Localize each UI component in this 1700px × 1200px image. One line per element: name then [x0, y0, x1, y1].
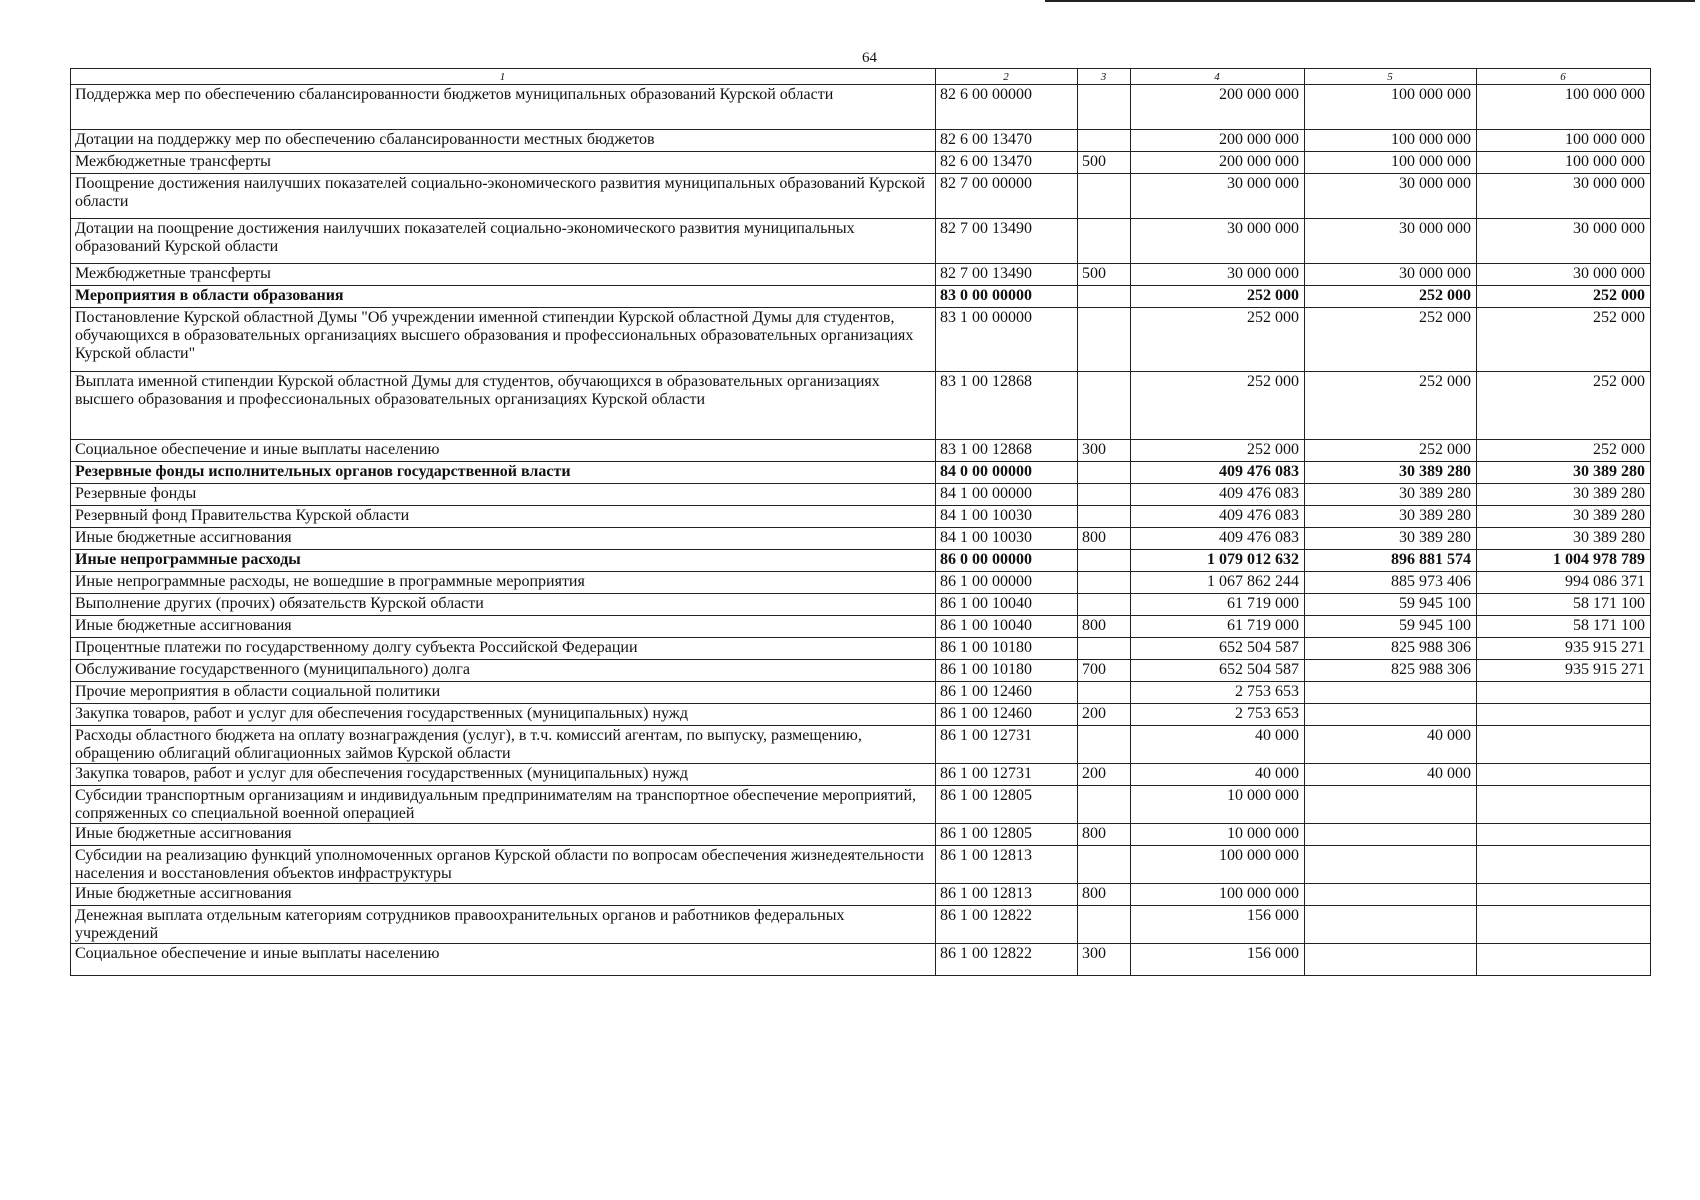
row-expense-type: 800	[1078, 616, 1131, 638]
row-amount-col5: 825 988 306	[1305, 660, 1477, 682]
row-code: 86 1 00 12813	[936, 846, 1078, 884]
row-name: Выполнение других (прочих) обязательств Курской области	[71, 594, 936, 616]
row-amount-col5	[1305, 906, 1477, 944]
row-amount-col4: 252 000	[1131, 372, 1305, 440]
row-amount-col5: 100 000 000	[1305, 130, 1477, 152]
row-code: 82 6 00 00000	[936, 85, 1078, 130]
table-row	[71, 616, 1651, 638]
row-name: Иные бюджетные ассигнования	[71, 884, 936, 906]
row-code: 82 7 00 13490	[936, 219, 1078, 264]
row-name: Обслуживание государственного (муниципального) долга	[71, 660, 936, 682]
header-cell: 5	[1305, 69, 1477, 85]
row-code: 86 1 00 12813	[936, 884, 1078, 906]
row-amount-col4: 252 000	[1131, 286, 1305, 308]
row-code: 82 7 00 00000	[936, 174, 1078, 219]
row-amount-col4: 200 000 000	[1131, 130, 1305, 152]
table-row	[71, 462, 1651, 484]
row-amount-col6: 935 915 271	[1477, 660, 1651, 682]
row-amount-col6: 1 004 978 789	[1477, 550, 1651, 572]
row-amount-col6: 58 171 100	[1477, 594, 1651, 616]
row-amount-col5: 30 389 280	[1305, 506, 1477, 528]
row-amount-col6: 994 086 371	[1477, 572, 1651, 594]
table-row	[71, 264, 1651, 286]
row-amount-col6	[1477, 944, 1651, 976]
row-amount-col4: 1 067 862 244	[1131, 572, 1305, 594]
row-amount-col4: 30 000 000	[1131, 219, 1305, 264]
row-amount-col6	[1477, 786, 1651, 824]
row-expense-type: 500	[1078, 152, 1131, 174]
row-expense-type	[1078, 462, 1131, 484]
row-amount-col5	[1305, 944, 1477, 976]
row-expense-type: 300	[1078, 944, 1131, 976]
table-row	[71, 884, 1651, 906]
row-name: Денежная выплата отдельным категориям сотрудников правоохранительных органов и работников федеральных учреждений	[71, 906, 936, 944]
row-amount-col6	[1477, 884, 1651, 906]
row-amount-col6: 30 000 000	[1477, 264, 1651, 286]
row-expense-type: 700	[1078, 660, 1131, 682]
row-amount-col5: 252 000	[1305, 308, 1477, 372]
row-code: 86 1 00 10040	[936, 616, 1078, 638]
row-expense-type	[1078, 726, 1131, 764]
row-name: Межбюджетные трансферты	[71, 152, 936, 174]
top-rule	[1045, 0, 1695, 2]
row-amount-col6	[1477, 824, 1651, 846]
row-expense-type: 800	[1078, 824, 1131, 846]
row-code: 84 1 00 10030	[936, 506, 1078, 528]
row-expense-type	[1078, 550, 1131, 572]
row-amount-col6: 58 171 100	[1477, 616, 1651, 638]
row-amount-col5: 59 945 100	[1305, 616, 1477, 638]
header-cell: 4	[1131, 69, 1305, 85]
row-amount-col5	[1305, 846, 1477, 884]
header-cell: 6	[1477, 69, 1651, 85]
row-name: Резервный фонд Правительства Курской области	[71, 506, 936, 528]
row-code: 86 0 00 00000	[936, 550, 1078, 572]
row-code: 86 1 00 10180	[936, 660, 1078, 682]
row-name: Процентные платежи по государственному долгу субъекта Российской Федерации	[71, 638, 936, 660]
row-amount-col4: 409 476 083	[1131, 506, 1305, 528]
row-code: 86 1 00 12460	[936, 682, 1078, 704]
row-amount-col5: 30 000 000	[1305, 264, 1477, 286]
row-amount-col4: 252 000	[1131, 440, 1305, 462]
row-expense-type	[1078, 308, 1131, 372]
row-amount-col5: 100 000 000	[1305, 152, 1477, 174]
row-amount-col5: 252 000	[1305, 440, 1477, 462]
row-amount-col6: 30 389 280	[1477, 484, 1651, 506]
row-amount-col6	[1477, 726, 1651, 764]
row-amount-col5: 885 973 406	[1305, 572, 1477, 594]
row-code: 83 0 00 00000	[936, 286, 1078, 308]
row-amount-col5: 896 881 574	[1305, 550, 1477, 572]
row-expense-type	[1078, 286, 1131, 308]
row-amount-col4: 409 476 083	[1131, 462, 1305, 484]
row-expense-type	[1078, 906, 1131, 944]
table-row	[71, 944, 1651, 976]
row-amount-col4: 40 000	[1131, 764, 1305, 786]
row-code: 84 0 00 00000	[936, 462, 1078, 484]
row-expense-type	[1078, 219, 1131, 264]
row-name: Поощрение достижения наилучших показателей социально-экономического развития муниципальных образований Курской области	[71, 174, 936, 219]
row-amount-col5	[1305, 884, 1477, 906]
row-expense-type	[1078, 174, 1131, 219]
row-amount-col5: 40 000	[1305, 764, 1477, 786]
table-row	[71, 286, 1651, 308]
row-code: 86 1 00 12731	[936, 726, 1078, 764]
row-amount-col5: 30 000 000	[1305, 219, 1477, 264]
row-amount-col6: 100 000 000	[1477, 152, 1651, 174]
header-cell: 2	[936, 69, 1078, 85]
row-expense-type	[1078, 484, 1131, 506]
row-code: 86 1 00 12731	[936, 764, 1078, 786]
table-row	[71, 528, 1651, 550]
row-name: Выплата именной стипендии Курской областной Думы для студентов, обучающихся в образовательных организациях высшего образования и профессиональных образовательных организациях Курской области	[71, 372, 936, 440]
row-amount-col6: 252 000	[1477, 372, 1651, 440]
row-amount-col4: 61 719 000	[1131, 594, 1305, 616]
table-row	[71, 764, 1651, 786]
row-amount-col4: 652 504 587	[1131, 660, 1305, 682]
table-row	[71, 726, 1651, 764]
row-name: Иные непрограммные расходы, не вошедшие в программные мероприятия	[71, 572, 936, 594]
row-amount-col4: 10 000 000	[1131, 786, 1305, 824]
row-amount-col6: 100 000 000	[1477, 130, 1651, 152]
row-expense-type	[1078, 372, 1131, 440]
row-expense-type: 800	[1078, 884, 1131, 906]
row-amount-col5: 30 389 280	[1305, 528, 1477, 550]
table-row	[71, 484, 1651, 506]
row-amount-col4: 100 000 000	[1131, 884, 1305, 906]
row-amount-col4: 2 753 653	[1131, 682, 1305, 704]
row-name: Иные бюджетные ассигнования	[71, 616, 936, 638]
table-row	[71, 786, 1651, 824]
row-expense-type	[1078, 85, 1131, 130]
budget-table	[70, 68, 1651, 976]
row-expense-type: 500	[1078, 264, 1131, 286]
row-name: Социальное обеспечение и иные выплаты населению	[71, 440, 936, 462]
row-amount-col4: 40 000	[1131, 726, 1305, 764]
row-code: 83 1 00 12868	[936, 440, 1078, 462]
row-code: 86 1 00 12822	[936, 944, 1078, 976]
row-amount-col4: 156 000	[1131, 944, 1305, 976]
row-name: Резервные фонды исполнительных органов государственной власти	[71, 462, 936, 484]
row-name: Субсидии транспортным организациям и индивидуальным предпринимателям на транспортное обеспечение мероприятий, сопряженных со специальной военной операцией	[71, 786, 936, 824]
table-row	[71, 85, 1651, 130]
row-expense-type: 800	[1078, 528, 1131, 550]
row-name: Дотации на поощрение достижения наилучших показателей социально-экономического развития муниципальных образований Курской области	[71, 219, 936, 264]
row-code: 86 1 00 12822	[936, 906, 1078, 944]
row-amount-col5	[1305, 682, 1477, 704]
column-number-header	[71, 69, 1651, 85]
row-amount-col6: 252 000	[1477, 308, 1651, 372]
row-name: Субсидии на реализацию функций уполномоченных органов Курской области по вопросам обеспечения жизнедеятельности населения и восстановления объектов инфраструктуры	[71, 846, 936, 884]
row-amount-col4: 252 000	[1131, 308, 1305, 372]
table-row	[71, 660, 1651, 682]
row-amount-col5: 825 988 306	[1305, 638, 1477, 660]
row-amount-col6: 30 000 000	[1477, 174, 1651, 219]
table-row	[71, 906, 1651, 944]
row-expense-type	[1078, 638, 1131, 660]
table-row	[71, 219, 1651, 264]
table-row	[71, 152, 1651, 174]
row-code: 82 6 00 13470	[936, 152, 1078, 174]
row-amount-col5: 40 000	[1305, 726, 1477, 764]
header-cell: 1	[71, 69, 936, 85]
row-amount-col4: 652 504 587	[1131, 638, 1305, 660]
row-expense-type	[1078, 594, 1131, 616]
row-name: Поддержка мер по обеспечению сбалансированности бюджетов муниципальных образований Курской области	[71, 85, 936, 130]
table-row	[71, 550, 1651, 572]
row-code: 82 6 00 13470	[936, 130, 1078, 152]
row-code: 82 7 00 13490	[936, 264, 1078, 286]
row-code: 83 1 00 12868	[936, 372, 1078, 440]
row-name: Иные непрограммные расходы	[71, 550, 936, 572]
row-amount-col5: 100 000 000	[1305, 85, 1477, 130]
row-expense-type	[1078, 572, 1131, 594]
row-amount-col5	[1305, 824, 1477, 846]
table-row	[71, 174, 1651, 219]
table-row	[71, 594, 1651, 616]
row-amount-col5	[1305, 704, 1477, 726]
row-amount-col5: 30 389 280	[1305, 484, 1477, 506]
row-amount-col5: 252 000	[1305, 372, 1477, 440]
table-row	[71, 308, 1651, 372]
row-code: 86 1 00 10040	[936, 594, 1078, 616]
row-amount-col4: 156 000	[1131, 906, 1305, 944]
row-expense-type: 200	[1078, 764, 1131, 786]
row-name: Расходы областного бюджета на оплату вознаграждения (услуг), в т.ч. комиссий агентам, по выпуску, размещению, обращению облигаций облигационных займов Курской области	[71, 726, 936, 764]
row-amount-col6: 100 000 000	[1477, 85, 1651, 130]
row-code: 86 1 00 00000	[936, 572, 1078, 594]
row-code: 86 1 00 12805	[936, 824, 1078, 846]
row-amount-col4: 200 000 000	[1131, 85, 1305, 130]
row-name: Мероприятия в области образования	[71, 286, 936, 308]
row-amount-col6: 30 389 280	[1477, 528, 1651, 550]
row-expense-type	[1078, 130, 1131, 152]
row-amount-col6: 30 000 000	[1477, 219, 1651, 264]
row-expense-type	[1078, 682, 1131, 704]
row-amount-col5: 30 000 000	[1305, 174, 1477, 219]
table-row	[71, 846, 1651, 884]
row-amount-col4: 409 476 083	[1131, 528, 1305, 550]
row-name: Постановление Курской областной Думы "Об учреждении именной стипендии Курской областной Думы для студентов, обучающихся в образовательных организациях высшего образования и профессиональных образовательных организациях Курской области"	[71, 308, 936, 372]
row-name: Прочие мероприятия в области социальной политики	[71, 682, 936, 704]
row-amount-col4: 61 719 000	[1131, 616, 1305, 638]
row-name: Резервные фонды	[71, 484, 936, 506]
table-row	[71, 506, 1651, 528]
table-row	[71, 638, 1651, 660]
row-amount-col6: 30 389 280	[1477, 506, 1651, 528]
table-row	[71, 372, 1651, 440]
row-amount-col6	[1477, 906, 1651, 944]
header-cell: 3	[1078, 69, 1131, 85]
row-expense-type	[1078, 506, 1131, 528]
row-expense-type	[1078, 846, 1131, 884]
row-amount-col4: 30 000 000	[1131, 264, 1305, 286]
table-row	[71, 824, 1651, 846]
row-name: Иные бюджетные ассигнования	[71, 528, 936, 550]
row-expense-type: 200	[1078, 704, 1131, 726]
row-amount-col4: 200 000 000	[1131, 152, 1305, 174]
row-code: 84 1 00 00000	[936, 484, 1078, 506]
row-amount-col6: 252 000	[1477, 286, 1651, 308]
row-amount-col5	[1305, 786, 1477, 824]
row-amount-col5: 59 945 100	[1305, 594, 1477, 616]
table-row	[71, 572, 1651, 594]
row-name: Дотации на поддержку мер по обеспечению сбалансированности местных бюджетов	[71, 130, 936, 152]
row-name: Межбюджетные трансферты	[71, 264, 936, 286]
row-expense-type: 300	[1078, 440, 1131, 462]
row-name: Закупка товаров, работ и услуг для обеспечения государственных (муниципальных) нужд	[71, 704, 936, 726]
table-row	[71, 130, 1651, 152]
row-code: 84 1 00 10030	[936, 528, 1078, 550]
row-amount-col4: 409 476 083	[1131, 484, 1305, 506]
row-name: Закупка товаров, работ и услуг для обеспечения государственных (муниципальных) нужд	[71, 764, 936, 786]
table-row	[71, 440, 1651, 462]
row-amount-col6	[1477, 704, 1651, 726]
row-code: 86 1 00 12805	[936, 786, 1078, 824]
row-amount-col4: 1 079 012 632	[1131, 550, 1305, 572]
row-amount-col4: 100 000 000	[1131, 846, 1305, 884]
row-amount-col6: 252 000	[1477, 440, 1651, 462]
row-amount-col4: 30 000 000	[1131, 174, 1305, 219]
row-amount-col4: 10 000 000	[1131, 824, 1305, 846]
row-amount-col6	[1477, 764, 1651, 786]
row-code: 86 1 00 10180	[936, 638, 1078, 660]
row-expense-type	[1078, 786, 1131, 824]
row-name: Иные бюджетные ассигнования	[71, 824, 936, 846]
row-code: 86 1 00 12460	[936, 704, 1078, 726]
row-code: 83 1 00 00000	[936, 308, 1078, 372]
row-amount-col6: 30 389 280	[1477, 462, 1651, 484]
row-name: Социальное обеспечение и иные выплаты населению	[71, 944, 936, 976]
table-row	[71, 682, 1651, 704]
row-amount-col6: 935 915 271	[1477, 638, 1651, 660]
row-amount-col5: 30 389 280	[1305, 462, 1477, 484]
page-number: 64	[862, 50, 877, 66]
row-amount-col5: 252 000	[1305, 286, 1477, 308]
row-amount-col6	[1477, 682, 1651, 704]
row-amount-col6	[1477, 846, 1651, 884]
table-row	[71, 704, 1651, 726]
row-amount-col4: 2 753 653	[1131, 704, 1305, 726]
